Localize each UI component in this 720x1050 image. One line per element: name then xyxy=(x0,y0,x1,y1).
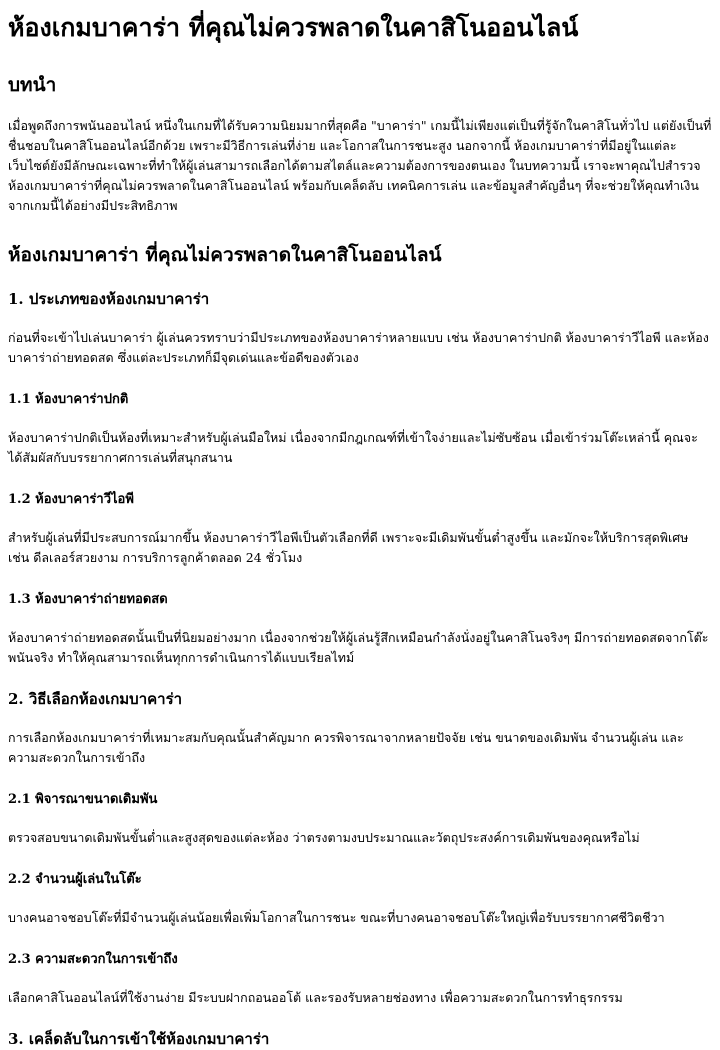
section-1-heading: 1. ประเภทของห้องเกมบาคาร่า xyxy=(8,290,210,308)
section-2-paragraph: การเลือกห้องเกมบาคาร่าที่เหมาะสมกับคุณนั้นสำคัญมาก ควรพิจารณาจากหลายปัจจัย เช่น ขนาดของเดิมพัน จำนวนผู้เล่น และความสะดวกในการเข้าถึง xyxy=(8,730,684,765)
intro-heading: บทนำ xyxy=(8,74,57,96)
section-2-2-paragraph: บางคนอาจชอบโต๊ะที่มีจำนวนผู้เล่นน้อยเพื่อเพิ่มโอกาสในการชนะ ขณะที่บางคนอาจชอบโต๊ะใหญ่เพื่อรับบรรยากาศชีวิตชีวา xyxy=(8,910,665,925)
section-1-3-heading: 1.3 ห้องบาคาร่าถ่ายทอดสด xyxy=(8,592,168,607)
page-title: ห้องเกมบาคาร่า ที่คุณไม่ควรพลาดในคาสิโนออนไลน์ xyxy=(8,13,579,42)
section-2-1-paragraph: ตรวจสอบขนาดเดิมพันขั้นต่ำและสูงสุดของแต่ละห้อง ว่าตรงตามงบประมาณและวัตถุประสงค์การเดิมพันของคุณหรือไม่ xyxy=(8,830,640,845)
section-2-heading: 2. วิธีเลือกห้องเกมบาคาร่า xyxy=(8,690,183,708)
section-1-3-paragraph: ห้องบาคาร่าถ่ายทอดสดนั้นเป็นที่นิยมอย่างมาก เนื่องจากช่วยให้ผู้เล่นรู้สึกเหมือนกำลังนั่งอยู่ในคาสิโนจริงๆ มีการถ่ายทอดสดจากโต๊ะพนันจริง ทำให้คุณสามารถเห็นทุกการดำเนินการได้แบบเรียลไทม์ xyxy=(8,630,709,665)
section-1-2-paragraph: สำหรับผู้เล่นที่มีประสบการณ์มากขึ้น ห้องบาคาร่าวีไอพีเป็นตัวเลือกที่ดี เพราะจะมีเดิมพันขั้นต่ำสูงขึ้น และมักจะให้บริการสุดพิเศษ เช่น ดีลเลอร์สวยงาม การบริการลูกค้าตลอด 24 ชั่วโมง xyxy=(8,530,689,565)
section-1-paragraph: ก่อนที่จะเข้าไปเล่นบาคาร่า ผู้เล่นควรทราบว่ามีประเภทของห้องบาคาร่าหลายแบบ เช่น ห้องบาคาร่าปกติ ห้องบาคาร่าวีไอพี และห้องบาคาร่าถ่ายทอดสด ซึ่งแต่ละประเภทก็มีจุดเด่นและข้อดีของตัวเอง xyxy=(8,330,709,365)
section-1-2-heading: 1.2 ห้องบาคาร่าวีไอพี xyxy=(8,492,134,507)
section-2-2-heading: 2.2 จำนวนผู้เล่นในโต๊ะ xyxy=(8,872,142,887)
section-1-1-heading: 1.1 ห้องบาคาร่าปกติ xyxy=(8,392,129,407)
article-heading: ห้องเกมบาคาร่า ที่คุณไม่ควรพลาดในคาสิโนออนไลน์ xyxy=(8,244,442,266)
section-3-heading: 3. เคล็ดลับในการเข้าใช้ห้องเกมบาคาร่า xyxy=(8,1030,270,1048)
section-2-3-paragraph: เลือกคาสิโนออนไลน์ที่ใช้งานง่าย มีระบบฝากถอนออโต้ และรองรับหลายช่องทาง เพื่อความสะดวกในการทำธุรกรรม xyxy=(8,990,623,1005)
section-1-1-paragraph: ห้องบาคาร่าปกติเป็นห้องที่เหมาะสำหรับผู้เล่นมือใหม่ เนื่องจากมีกฎเกณฑ์ที่เข้าใจง่ายและไม่ซับซ้อน เมื่อเข้าร่วมโต๊ะเหล่านี้ คุณจะได้สัมผัสกับบรรยากาศการเล่นที่สนุกสนาน xyxy=(8,430,698,465)
section-2-1-heading: 2.1 พิจารณาขนาดเดิมพัน xyxy=(8,792,158,807)
intro-paragraph: เมื่อพูดถึงการพนันออนไลน์ หนึ่งในเกมที่ได้รับความนิยมมากที่สุดคือ "บาคาร่า" เกมนี้ไม่เพียงแต่เป็นที่รู้จักในคาสิโนทั่วไป แต่ยังเป็นที่ชื่นชอบในคาสิโนออนไลน์อีกด้วย เพราะมีวิธีการเล่นที่ง่าย และโอกาสในการชนะสูง นอกจากนี้ ห้องเกมบาคาร่าที่มีอยู่ในแต่ละเว็บไซต์ยังมีลักษณะเฉพาะที่ทำให้ผู้เล่นสามารถเลือกได้ตามสไตล์และความต้องการของตนเอง ในบทความนี้ เราจะพาคุณไปสำรวจห้องเกมบาคาร่าที่คุณไม่ควรพลาดในคาสิโนออนไลน์ พร้อมกับเคล็ดลับ เทคนิคการเล่น และข้อมูลสำคัญอื่นๆ ที่จะช่วยให้คุณทำเงินจากเกมนี้ได้อย่างมีประสิทธิภาพ xyxy=(8,118,712,213)
section-2-3-heading: 2.3 ความสะดวกในการเข้าถึง xyxy=(8,952,178,967)
article xyxy=(0,12,720,1050)
